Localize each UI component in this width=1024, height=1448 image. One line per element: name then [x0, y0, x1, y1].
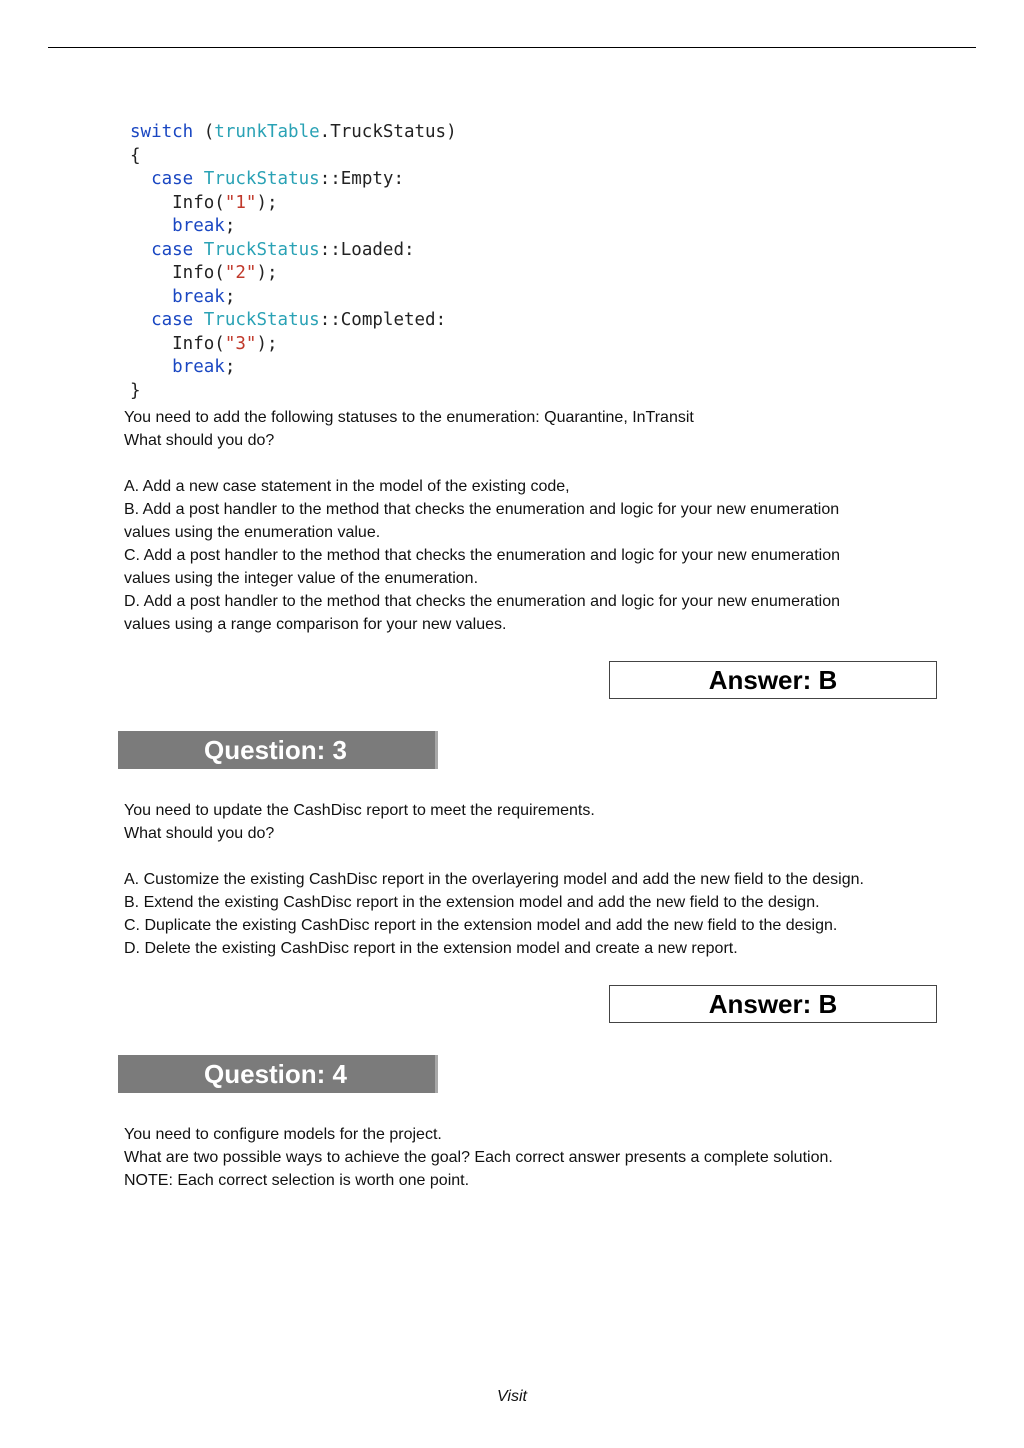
- code-token: [130, 310, 151, 330]
- answer-box-q2: Answer: B: [609, 661, 937, 699]
- question-4-header: Question: 4: [118, 1055, 438, 1093]
- question-3-header: Question: 3: [118, 731, 438, 769]
- code-token: (: [193, 122, 215, 142]
- answer-box-q3: Answer: B: [609, 985, 937, 1023]
- question-3-body: [124, 799, 864, 960]
- code-token: ::Loaded:: [319, 239, 415, 260]
- code-token: ;: [224, 357, 236, 377]
- option-b: B. Extend the existing CashDisc report in the extension model and add the new field to the design.: [124, 894, 820, 911]
- code-token: ;: [224, 286, 236, 307]
- code-token: [130, 240, 151, 260]
- option-c: C. Duplicate the existing CashDisc report in the extension model and add the new field to the design.: [124, 917, 838, 934]
- code-token: TruckStatus: [203, 310, 320, 330]
- code-token: ::Empty:: [319, 169, 404, 189]
- code-token: switch: [130, 122, 194, 142]
- code-token: [130, 169, 151, 189]
- option-b: B. Add a post handler to the method that checks the enumeration and logic for your new enumeration: [124, 501, 840, 518]
- code-token: );: [256, 192, 278, 213]
- option-b-continued: values using the enumeration value.: [124, 524, 381, 541]
- option-d-continued: values using a range comparison for your new values.: [124, 616, 507, 633]
- code-line: [130, 380, 457, 404]
- code-token: {: [130, 145, 141, 166]
- code-token: [130, 357, 172, 377]
- question-note: NOTE: Each correct selection is worth one point.: [124, 1172, 470, 1189]
- code-token: ;: [224, 216, 236, 236]
- code-token: [193, 240, 204, 260]
- footer-visit: Visit: [497, 1388, 527, 1405]
- code-line: [130, 192, 457, 216]
- code-token: trunkTable: [214, 122, 320, 142]
- code-line: [130, 286, 457, 310]
- question-2-body: [124, 406, 840, 636]
- question-stem: You need to add the following statuses to the enumeration: Quarantine, InTransit: [124, 409, 694, 426]
- option-d: D. Add a post handler to the method that checks the enumeration and logic for your new enumeration: [124, 593, 840, 610]
- question-prompt: What should you do?: [124, 432, 275, 449]
- code-token: "3": [224, 333, 257, 354]
- code-token: Info(: [130, 192, 225, 213]
- code-line: [130, 215, 457, 239]
- code-token: "1": [224, 192, 257, 213]
- code-snippet: [130, 121, 457, 403]
- code-token: break: [172, 216, 225, 236]
- code-token: [193, 310, 204, 330]
- code-token: break: [172, 286, 225, 307]
- code-line: [130, 262, 457, 286]
- code-token: case: [151, 239, 194, 260]
- code-token: TruckStatus: [203, 169, 320, 189]
- code-line: [130, 239, 457, 263]
- code-token: case: [151, 169, 194, 189]
- question-stem: You need to update the CashDisc report to meet the requirements.: [124, 802, 595, 819]
- code-line: [130, 309, 457, 333]
- option-c-continued: values using the integer value of the enumeration.: [124, 570, 479, 587]
- code-line: [130, 168, 457, 192]
- option-d: D. Delete the existing CashDisc report in the extension model and create a new report.: [124, 940, 738, 957]
- code-token: Info(: [130, 263, 225, 283]
- code-token: [193, 169, 204, 189]
- code-token: [130, 216, 172, 236]
- code-line: [130, 145, 457, 169]
- code-token: .TruckStatus): [319, 122, 457, 142]
- code-token: }: [130, 380, 141, 401]
- option-c: C. Add a post handler to the method that checks the enumeration and logic for your new enumeration: [124, 547, 840, 564]
- option-a: A. Add a new case statement in the model of the existing code,: [124, 478, 570, 495]
- code-token: [130, 287, 172, 307]
- option-a: A. Customize the existing CashDisc report in the overlayering model and add the new field to the design.: [124, 871, 864, 888]
- code-line: [130, 121, 457, 145]
- code-token: TruckStatus: [203, 239, 320, 260]
- code-line: [130, 356, 457, 380]
- code-token: break: [172, 357, 225, 377]
- code-line: [130, 333, 457, 357]
- code-token: Info(: [130, 333, 225, 354]
- header-rule: [48, 47, 976, 48]
- question-4-body: [124, 1123, 833, 1192]
- code-token: ::Completed:: [319, 310, 447, 330]
- code-token: );: [256, 333, 278, 354]
- code-token: case: [151, 310, 194, 330]
- code-token: );: [256, 263, 278, 283]
- question-prompt: What should you do?: [124, 825, 275, 842]
- code-token: "2": [224, 263, 257, 283]
- question-prompt: What are two possible ways to achieve the goal? Each correct answer presents a complete solution.: [124, 1149, 833, 1166]
- question-stem: You need to configure models for the project.: [124, 1126, 442, 1143]
